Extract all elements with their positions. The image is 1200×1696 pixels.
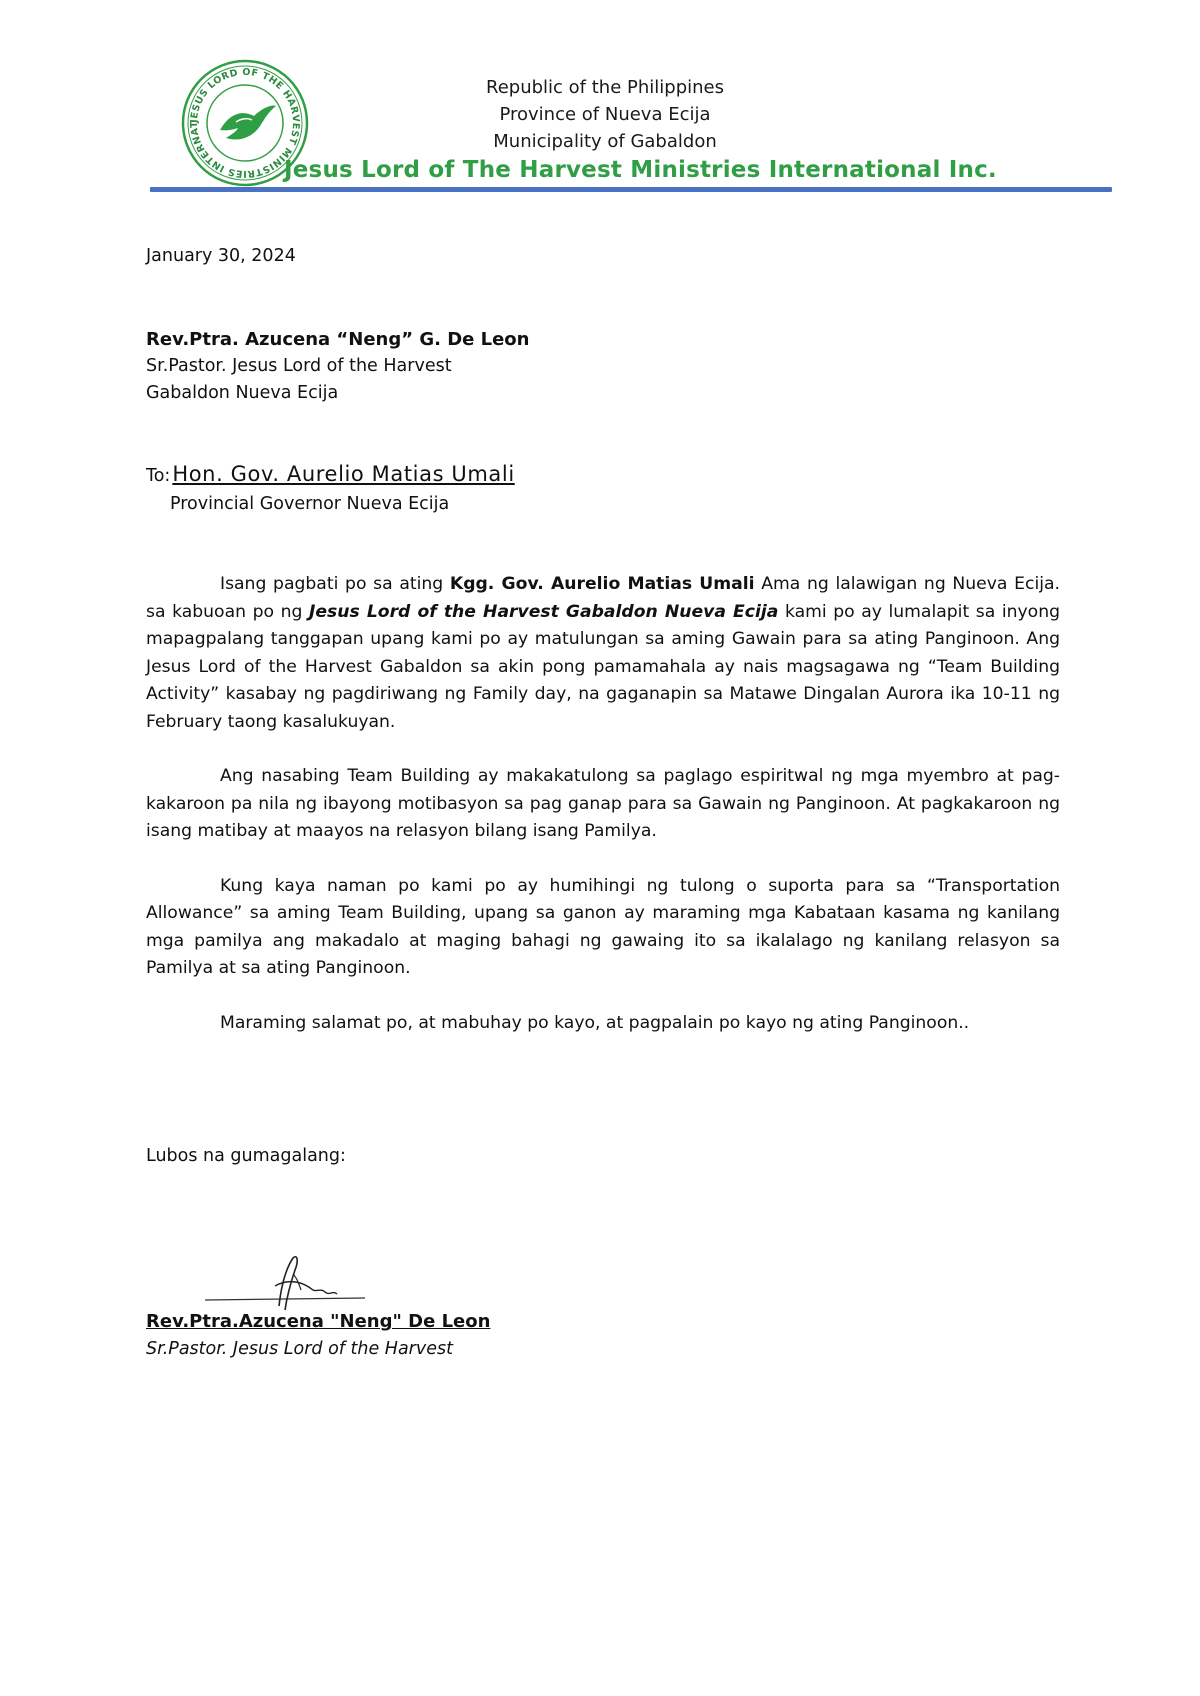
signatory-name: Rev.Ptra.Azucena "Neng" De Leon xyxy=(146,1311,491,1332)
body-paragraph-1 xyxy=(146,571,1060,736)
sender-block xyxy=(146,326,529,407)
seal-text: JESUS LORD OF THE HARVEST MINISTRIES INTERNAT xyxy=(188,66,302,180)
p1-text-c: Ama ng lalawigan ng Nueva Ecija. sa kabuoan po ng xyxy=(146,574,1060,622)
signatory-title: Sr.Pastor. Jesus Lord of the Harvest xyxy=(146,1339,453,1359)
p1-text-a: Isang pagbati po sa ating xyxy=(220,574,450,594)
body-paragraph-2: Ang nasabing Team Building ay makakatulong sa paglago espiritwal ng mga myembro at pag-kakaroon pa nila ng ibayong motibasyon sa pag ganap para sa Gawain ng Panginoon. At pagkakaroon ng isang matibay at maayos na relasyon bilang isang Pamilya. xyxy=(146,766,1060,841)
letter-date: January 30, 2024 xyxy=(146,246,296,266)
body-paragraph-3: Kung kaya naman po kami po ay humihingi ng tulong o suporta para sa “Transportation Allowance” sa aming Team Building, upang sa ganon ay maraming mga Kabataan kasama ng kanilang mga pamilya ang makadalo at maging bahagi ng gawaing ito sa ikalalago ng kanilang relasyon sa Pamilya at sa ating Panginoon. xyxy=(146,875,1060,978)
province-line: Province of Nueva Ecija xyxy=(499,104,711,125)
letter-body xyxy=(146,571,1060,1064)
organization-name: Jesus Lord of The Harvest Ministries International Inc. xyxy=(284,157,997,183)
closing-salutation: Lubos na gumagalang: xyxy=(146,1146,346,1166)
recipient-title: Provincial Governor Nueva Ecija xyxy=(170,494,450,514)
republic-line: Republic of the Philippines xyxy=(486,77,724,98)
municipality-line: Municipality of Gabaldon xyxy=(493,131,717,152)
sender-name: Rev.Ptra. Azucena “Neng” G. De Leon xyxy=(146,329,530,350)
p1-text-e: kami po ay lumalapit sa inyong mapagpalang tanggapan upang kami po ay matulungan sa aming Gawain para sa ating Panginoon. Ang Jesus Lord of the Harvest Gabaldon sa akin pong pamamahala ay nais magsagawa ng “Team Building Activity” kasabay ng pagdiriwang ng Family day, na gaganapin sa Matawe Dingalan Aurora ika 10-11 ng February taong kasalukuyan. xyxy=(146,601,1060,732)
header-divider xyxy=(150,187,1112,192)
p1-church-name: Jesus Lord of the Harvest Gabaldon Nueva Ecija xyxy=(308,601,779,622)
body-paragraph-4: Maraming salamat po, at mabuhay po kayo, at pagpalain po kayo ng ating Panginoon.. xyxy=(220,1012,970,1033)
to-label: To: xyxy=(146,466,171,486)
recipient-block xyxy=(146,460,515,518)
signatory-block xyxy=(146,1308,496,1363)
sender-location: Gabaldon Nueva Ecija xyxy=(146,383,339,403)
p1-governor-name: Kgg. Gov. Aurelio Matias Umali xyxy=(449,574,755,594)
recipient-name: Hon. Gov. Aurelio Matias Umali xyxy=(172,462,515,486)
government-header xyxy=(420,74,790,155)
sender-title: Sr.Pastor. Jesus Lord of the Harvest xyxy=(146,356,452,376)
